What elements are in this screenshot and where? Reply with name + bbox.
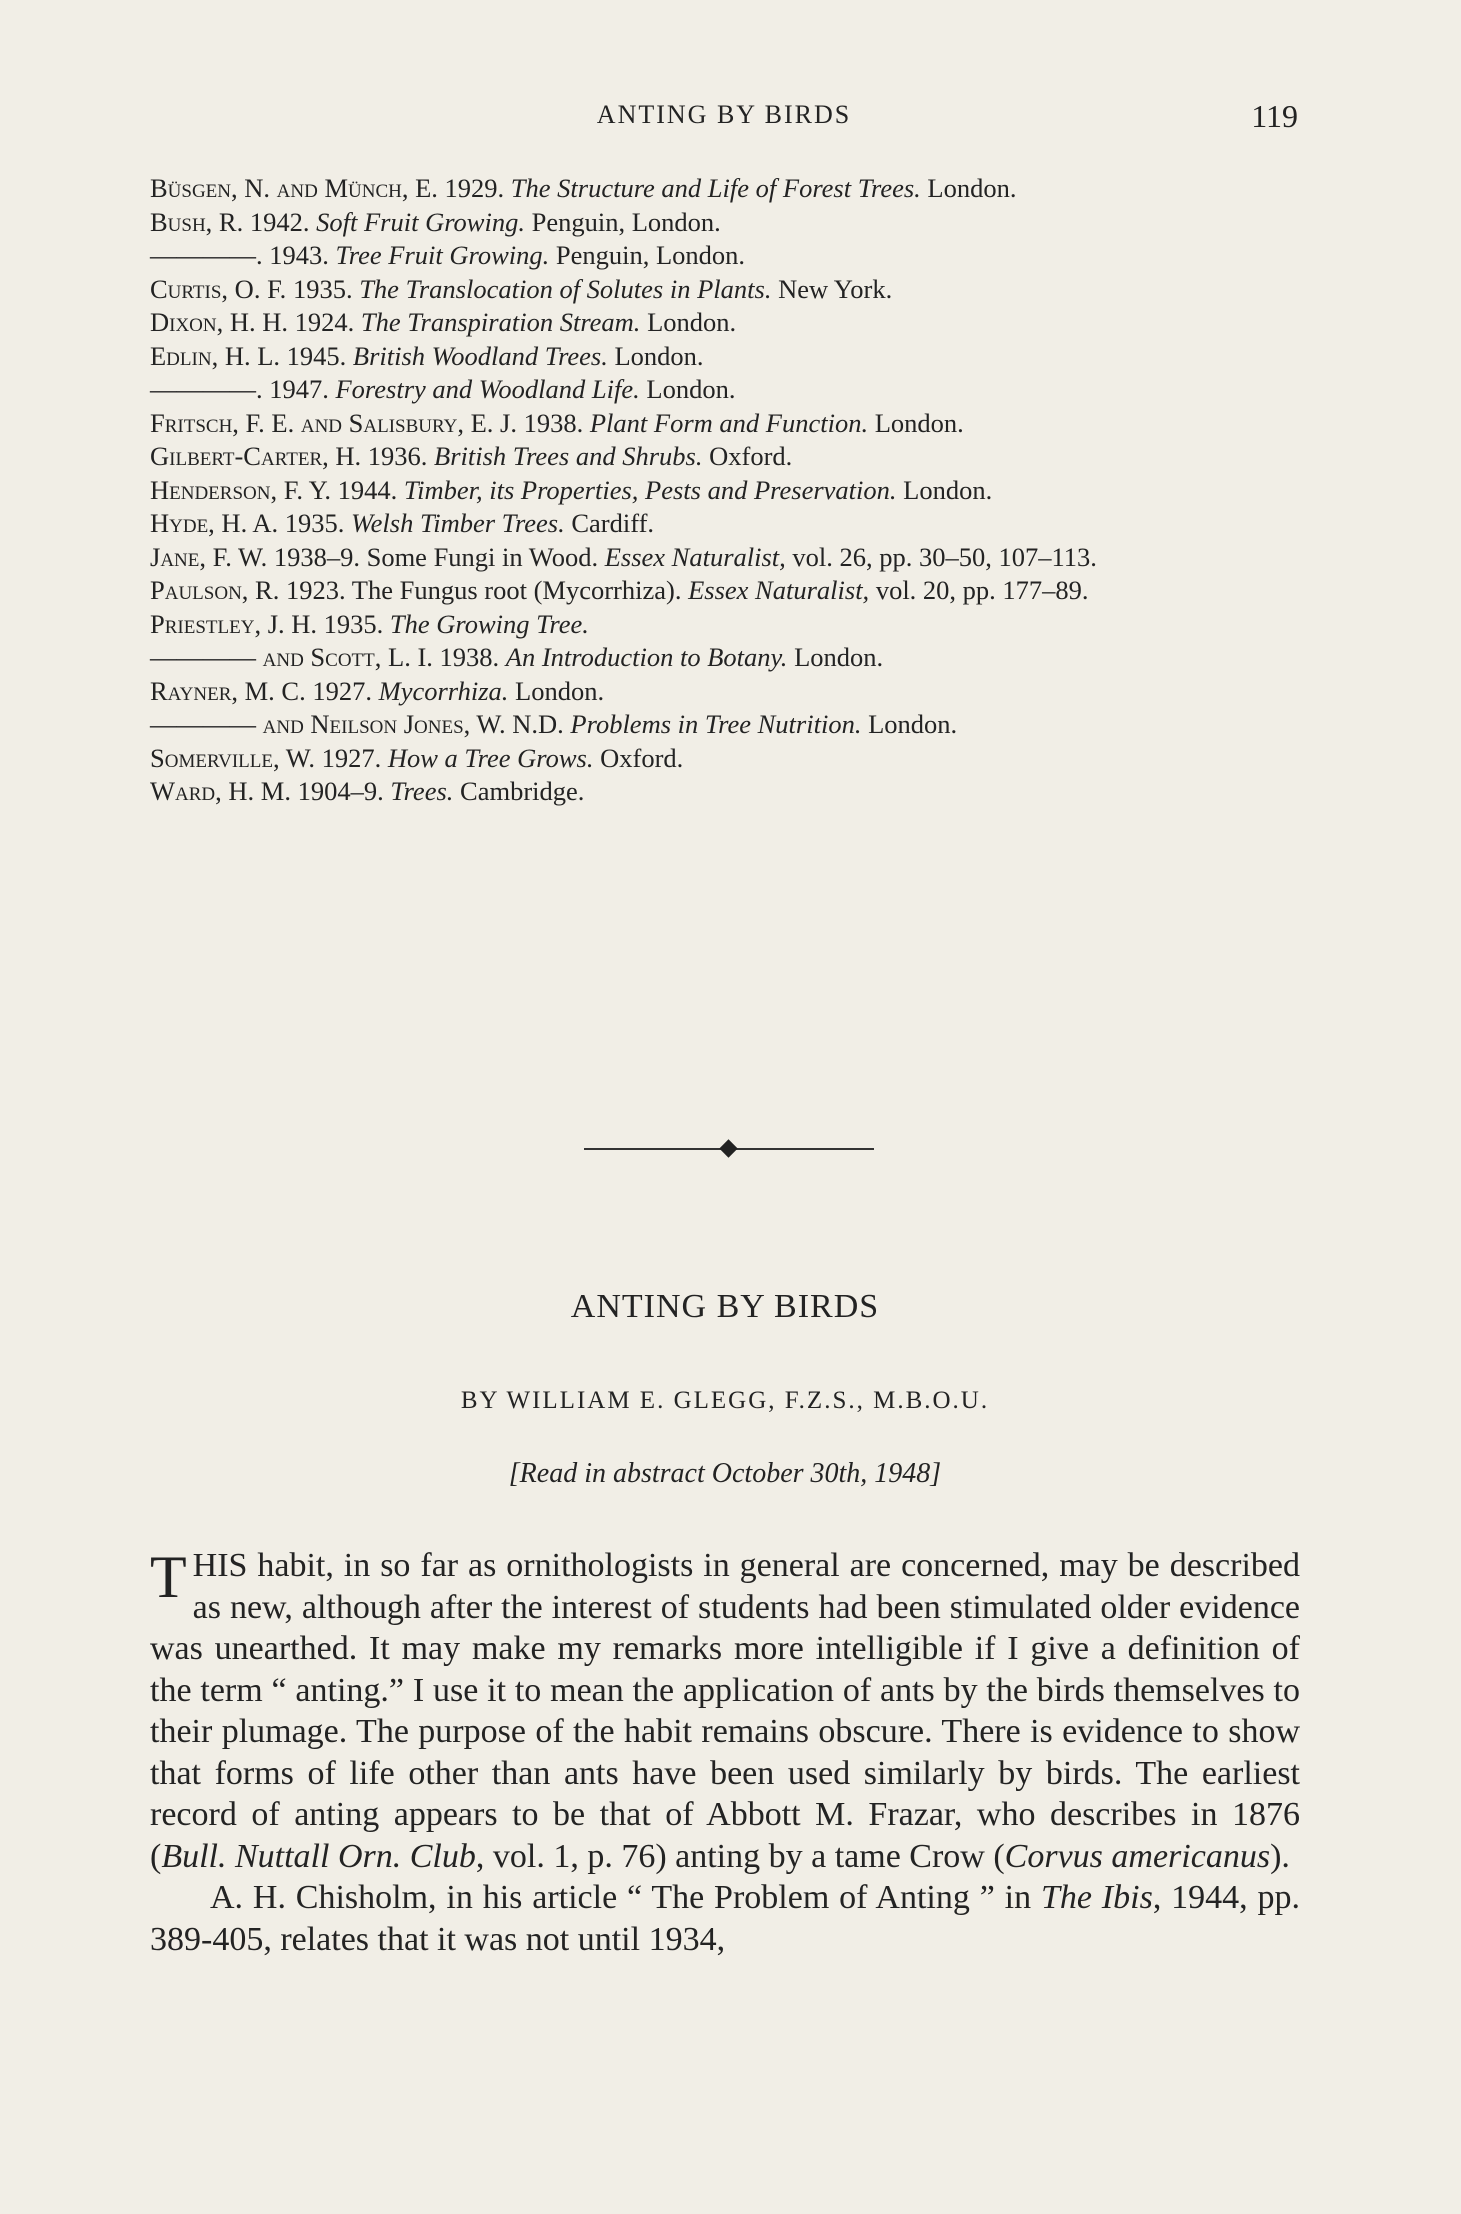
page-number: 119 bbox=[1251, 98, 1298, 134]
reference-entry bbox=[150, 507, 1300, 541]
ref-title: Problems in Tree Nutrition. bbox=[570, 709, 862, 739]
ref-title: An Introduction to Botany. bbox=[505, 642, 788, 672]
ref-year: N.D. bbox=[512, 709, 564, 739]
ref-author: Paulson, R. bbox=[150, 575, 280, 605]
p1-citation: Bull. Nuttall Orn. Club bbox=[161, 1837, 476, 1875]
article-title: ANTING BY BIRDS bbox=[570, 1288, 880, 1325]
ref-author: Fritsch, F. E. and Salisbury, E. J. bbox=[150, 407, 517, 438]
ref-title: The Structure and Life of Forest Trees. bbox=[510, 173, 921, 203]
p1-text-c: ). bbox=[1270, 1837, 1290, 1875]
ref-rest: Cambridge. bbox=[460, 776, 585, 806]
ref-year: 1935. bbox=[323, 608, 384, 639]
reference-entry bbox=[150, 574, 1300, 608]
ref-pre: The Fungus root (Mycorrhiza). bbox=[351, 575, 682, 605]
ref-author: Ward, H. M. bbox=[150, 776, 291, 806]
article-body bbox=[150, 1545, 1300, 1960]
ref-author: Somerville, W. bbox=[150, 742, 315, 773]
p2-text-b: , 1944, pp. 389-405, relates that it was not until 1934, bbox=[150, 1879, 1301, 1958]
ref-rest: vol. 26, pp. 30–50, 107–113. bbox=[792, 541, 1097, 572]
ref-author: Hyde, H. A. bbox=[150, 508, 279, 538]
ref-year: 1943. bbox=[269, 240, 329, 270]
read-note: [Read in abstract October 30th, 1948] bbox=[508, 1458, 942, 1489]
ref-title: The Growing Tree. bbox=[389, 608, 589, 639]
ref-rest: London. bbox=[515, 675, 605, 706]
ref-year: 1938. bbox=[523, 407, 584, 438]
p2-journal: The Ibis bbox=[1040, 1879, 1153, 1916]
ref-title: Trees. bbox=[390, 776, 454, 806]
ref-title: Forestry and Woodland Life. bbox=[335, 374, 640, 404]
ref-title: Essex Naturalist, bbox=[688, 575, 870, 605]
reference-entry bbox=[150, 172, 1300, 206]
ref-year: 1947. bbox=[269, 374, 329, 404]
ref-year: 1935. bbox=[292, 273, 353, 304]
running-head: ANTING BY BIRDS bbox=[596, 100, 852, 129]
ref-rest: Cardiff. bbox=[571, 508, 655, 538]
p1-species: Corvus americanus bbox=[1004, 1837, 1271, 1875]
ref-author: Priestley, J. H. bbox=[150, 608, 318, 639]
ref-title: Essex Naturalist, bbox=[604, 541, 786, 572]
reference-entry bbox=[150, 306, 1300, 340]
ref-rest: London. bbox=[647, 307, 737, 337]
page-header bbox=[150, 98, 1298, 138]
reference-entry bbox=[150, 541, 1300, 575]
ref-author: ————. bbox=[150, 240, 263, 270]
reference-entry bbox=[150, 675, 1300, 709]
p1-text-a: HIS habit, in so far as ornithologists in general are concerned, may be described as new, although after the interest of students had been stimulated older evidence was unearthed. It may make my remarks more intelligible if I give a definition of the term “ anting.” I use it to mean the application of ants by the birds themselves to their plumage. The purpose of the habit remains obscure. There is evidence to show that forms of life other than ants have been used similarly by birds. The earliest record of anting appears to be that of Abbott M. Frazar, who describes in 1876 ( bbox=[150, 1547, 1300, 1875]
ref-year: 1927. bbox=[321, 742, 382, 773]
ref-author: Curtis, O. F. bbox=[150, 273, 287, 304]
reference-entry bbox=[150, 273, 1300, 307]
ref-year: 1935. bbox=[284, 508, 345, 538]
ref-rest: Oxford. bbox=[600, 742, 684, 773]
article-byline: BY WILLIAM E. GLEGG, F.Z.S., M.B.O.U. bbox=[460, 1387, 990, 1414]
ref-rest: Oxford. bbox=[709, 441, 793, 471]
ref-year: 1927. bbox=[312, 675, 372, 706]
ref-title: Plant Form and Function. bbox=[589, 407, 869, 438]
ref-author: Büsgen, N. and Münch, E. bbox=[150, 173, 438, 203]
ref-title: The Translocation of Solutes in Plants. bbox=[359, 273, 772, 304]
ref-year: 1944. bbox=[337, 474, 398, 505]
ref-year: 1904–9. bbox=[297, 776, 384, 806]
diamond-ornament-icon bbox=[719, 1139, 737, 1157]
reference-entry bbox=[150, 608, 1300, 642]
ref-rest: Penguin, London. bbox=[531, 206, 721, 237]
ref-rest: New York. bbox=[778, 273, 893, 304]
drop-cap: T bbox=[150, 1544, 187, 1610]
ref-title: Mycorrhiza. bbox=[378, 675, 509, 706]
ref-rest: London. bbox=[614, 340, 704, 371]
ref-rest: London. bbox=[868, 709, 958, 739]
reference-entry bbox=[150, 474, 1300, 508]
ref-rest: London. bbox=[903, 474, 993, 505]
ref-title: Welsh Timber Trees. bbox=[351, 508, 565, 538]
ref-year: 1936. bbox=[367, 441, 428, 471]
reference-entry bbox=[150, 239, 1300, 273]
ref-author: Edlin, H. L. bbox=[150, 340, 281, 371]
ref-title: How a Tree Grows. bbox=[387, 742, 594, 773]
reference-entry bbox=[150, 641, 1300, 675]
paragraph-2 bbox=[150, 1877, 1300, 1960]
ref-author: ———— and Neilson Jones, W. bbox=[150, 709, 506, 739]
ref-year: 1942. bbox=[249, 206, 310, 237]
ref-title: Timber, its Properties, Pests and Preservation. bbox=[403, 474, 897, 505]
ref-year: 1938. bbox=[439, 642, 500, 672]
reference-entry bbox=[150, 407, 1300, 441]
ref-pre: Some Fungi in Wood. bbox=[366, 541, 599, 572]
p1-text-b: , vol. 1, p. 76) anting by a tame Crow ( bbox=[475, 1837, 1005, 1875]
ref-year: 1945. bbox=[286, 340, 347, 371]
reference-entry bbox=[150, 742, 1300, 776]
ref-author: Henderson, F. Y. bbox=[150, 474, 331, 505]
ref-year: 1938–9. bbox=[273, 541, 360, 572]
p2-text-a: A. H. Chisholm, in his article “ The Problem of Anting ” in bbox=[210, 1879, 1041, 1916]
reference-list bbox=[150, 172, 1300, 809]
ref-year: 1923. bbox=[285, 575, 346, 605]
ref-author: Dixon, H. H. bbox=[150, 307, 289, 337]
paragraph-1 bbox=[150, 1545, 1300, 1877]
reference-entry bbox=[150, 373, 1300, 407]
ref-rest: Penguin, London. bbox=[555, 240, 746, 270]
ref-title: Soft Fruit Growing. bbox=[316, 206, 525, 237]
ref-year: 1924. bbox=[294, 307, 355, 337]
ref-author: Rayner, M. C. bbox=[150, 675, 306, 706]
ref-author: ———— and Scott, L. I. bbox=[150, 642, 433, 672]
ref-title: British Trees and Shrubs. bbox=[434, 441, 703, 471]
ref-author: Jane, F. W. bbox=[150, 541, 268, 572]
ref-author: Gilbert-Carter, H. bbox=[150, 441, 362, 471]
ref-author: Bush, R. bbox=[150, 206, 244, 237]
ref-title: Tree Fruit Growing. bbox=[335, 240, 550, 270]
ref-title: The Transpiration Stream. bbox=[360, 307, 641, 337]
ref-rest: London. bbox=[646, 374, 736, 404]
ref-rest: London. bbox=[927, 173, 1017, 203]
reference-entry bbox=[150, 340, 1300, 374]
ref-rest: London. bbox=[794, 642, 884, 672]
ref-author: ————. bbox=[150, 374, 263, 404]
ref-rest: vol. 20, pp. 177–89. bbox=[875, 575, 1089, 605]
reference-entry bbox=[150, 206, 1300, 240]
ref-title: British Woodland Trees. bbox=[352, 340, 608, 371]
reference-entry bbox=[150, 708, 1300, 742]
ref-rest: London. bbox=[874, 407, 964, 438]
reference-entry bbox=[150, 775, 1300, 809]
reference-entry bbox=[150, 440, 1300, 474]
ref-year: 1929. bbox=[444, 173, 505, 203]
